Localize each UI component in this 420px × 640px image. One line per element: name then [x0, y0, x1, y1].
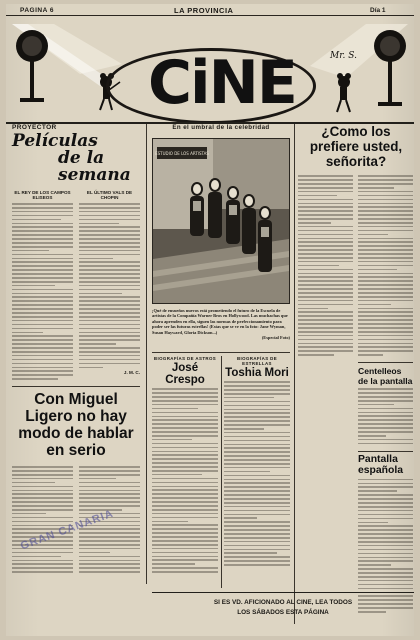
column-rule-1 — [146, 124, 147, 584]
review-body-1 — [12, 203, 73, 380]
artist-signature-right: Mr. S. — [330, 51, 357, 61]
photo-credit: (Especial Foto) — [261, 335, 290, 341]
photo-caption: ¡Qué de ensueños nuevos está prometiendo el futuro de la Escuela de artistas de la Compañía Warner Bros en Hollywood. Las muchachas que ahora aprenden en ella, siguen las normas de perfeccionamiento para poder ser las futuras estrellas! (Estas que se ve en la foto: Jane Wyman, Susan Hayward, Gloria Dickson...) — [152, 308, 288, 335]
prefiere-headline: ¿Como los prefiere usted, señorita? — [309, 124, 403, 169]
running-head — [6, 4, 414, 16]
section-divider — [12, 386, 140, 387]
bio2-body — [224, 381, 290, 565]
prefiere-body-1 — [298, 173, 353, 358]
cameraman-illustration-left — [10, 24, 130, 114]
pantalla-headline: Pantalla española — [358, 454, 404, 477]
section-title: CiNE — [148, 48, 296, 118]
newspaper-page — [6, 4, 414, 636]
bio-divider — [221, 356, 222, 588]
ligero-body-1 — [12, 464, 73, 575]
ligero-headline: Con Miguel Ligero no hay modo de hablar en serio — [18, 390, 134, 459]
cine-masthead — [6, 18, 414, 122]
footer-line-1: SI ES VD. AFICIONADO AL CINE, LEA TODOS — [213, 599, 353, 606]
bio1-name: José Crespo — [165, 362, 205, 386]
review-signoff: J. M. C. — [123, 370, 140, 376]
bio1-body — [152, 388, 218, 572]
bio1-kicker: BIOGRAFÍAS DE ASTROS — [153, 356, 217, 361]
prefiere-body-3 — [298, 351, 353, 615]
studio-sign-text: ESTUDIO DE LOS ARTISTAS — [155, 151, 209, 156]
review-title-2: EL ÚLTIMO VALS DE CHOPIN — [86, 190, 133, 201]
centelleos-headline: Centelleos de la pantalla — [358, 365, 413, 386]
centelleos-body — [358, 388, 413, 444]
issue-date: Día 1 — [370, 7, 386, 14]
prefiere-body-2 — [358, 173, 413, 358]
review-body-2 — [79, 203, 140, 368]
column-proyector — [12, 124, 140, 575]
library-stamp: GRAN CANARIA — [18, 507, 116, 553]
column-rule-2 — [294, 124, 295, 624]
column-prefiere — [298, 124, 414, 615]
cameraman-illustration-right — [306, 24, 410, 116]
photo-section-rule — [152, 352, 290, 353]
page-number: PAGINA 6 — [20, 7, 54, 14]
bio2-kicker: BIOGRAFÍAS DE ESTRELLAS — [236, 356, 278, 366]
footer-line-2: LOS SÁBADOS ESTA PÁGINA — [237, 609, 329, 616]
pantalla-rule — [358, 451, 413, 452]
column-kicker: PROYECTOR — [12, 124, 57, 131]
photo-starlets-image — [153, 139, 289, 303]
column-celebridad — [152, 124, 290, 386]
centelleos-rule — [358, 362, 413, 363]
news-photo-starlets — [152, 138, 290, 304]
review-title-1: EL REY DE LOS CAMPOS ELISEOS — [14, 190, 71, 201]
bio2-name: Toshia Mori — [225, 367, 289, 379]
headline-semana: de la semana — [58, 148, 131, 185]
headline-peliculas: Películas — [12, 131, 98, 151]
paper-name: LA PROVINCIA — [174, 6, 234, 15]
photo-kicker: En el umbral de la celebridad — [172, 124, 270, 131]
footer-banner — [152, 592, 414, 622]
